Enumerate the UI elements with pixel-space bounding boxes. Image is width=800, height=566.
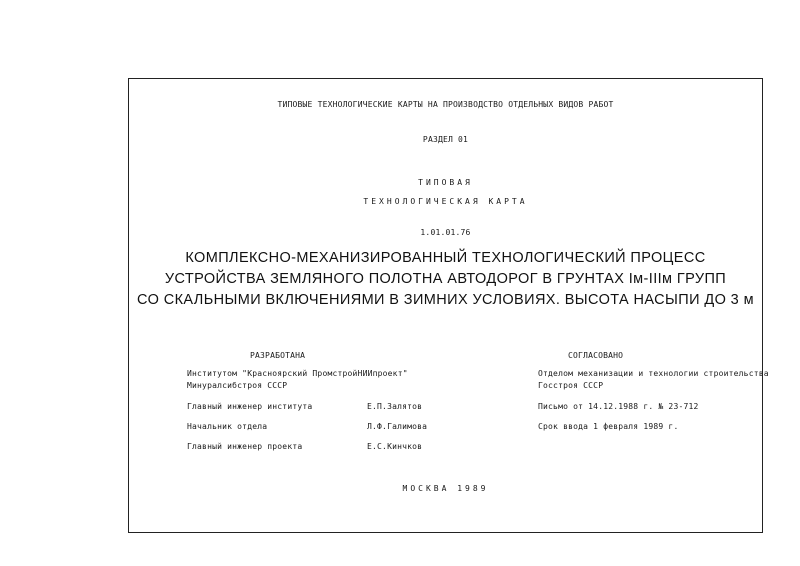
doc-type-line2: ТЕХНОЛОГИЧЕСКАЯ КАРТА (363, 197, 528, 206)
developed-signatory: Л.Ф.Галимова (367, 422, 428, 431)
developed-role: Главный инженер института (187, 402, 313, 411)
approved-org: Отделом механизации и технологии строительства (538, 369, 769, 378)
footer-city-year: МОСКВА 1989 (402, 484, 489, 493)
developed-heading: РАЗРАБОТАНА (250, 351, 306, 360)
developed-signatory: Е.С.Кинчков (367, 442, 423, 451)
title-line-2: УСТРОЙСТВА ЗЕМЛЯНОГО ПОЛОТНА АВТОДОРОГ В ГРУНТАХ Iм-IIIм ГРУПП (164, 271, 727, 287)
developed-role: Главный инженер проекта (187, 442, 303, 451)
developed-role: Начальник отдела (187, 422, 268, 431)
effective-date: Срок ввода 1 февраля 1989 г. (538, 422, 679, 431)
approved-ministry: Госстроя СССР (538, 381, 604, 390)
approval-letter: Письмо от 14.12.1988 г. № 23-712 (538, 402, 699, 411)
doc-type-line1: ТИПОВАЯ (418, 178, 473, 187)
title-line-3: СО СКАЛЬНЫМИ ВКЛЮЧЕНИЯМИ В ЗИМНИХ УСЛОВИЯХ. ВЫСОТА НАСЫПИ ДО 3 м (137, 292, 754, 308)
approved-heading: СОГЛАСОВАНО (568, 351, 624, 360)
series-title: ТИПОВЫЕ ТЕХНОЛОГИЧЕСКИЕ КАРТЫ НА ПРОИЗВОДСТВО ОТДЕЛЬНЫХ ВИДОВ РАБОТ (277, 100, 614, 109)
title-line-1: КОМПЛЕКСНО-МЕХАНИЗИРОВАННЫЙ ТЕХНОЛОГИЧЕСКИЙ ПРОЦЕСС (185, 250, 706, 266)
doc-number: 1.01.01.76 (420, 228, 471, 237)
developed-signatory: Е.П.Залятов (367, 402, 423, 411)
section-label: РАЗДЕЛ 01 (422, 135, 469, 144)
developed-org: Институтом "Красноярский ПромстройНИИпроект" (187, 369, 408, 378)
developed-ministry: Минуралсибстроя СССР (187, 381, 288, 390)
